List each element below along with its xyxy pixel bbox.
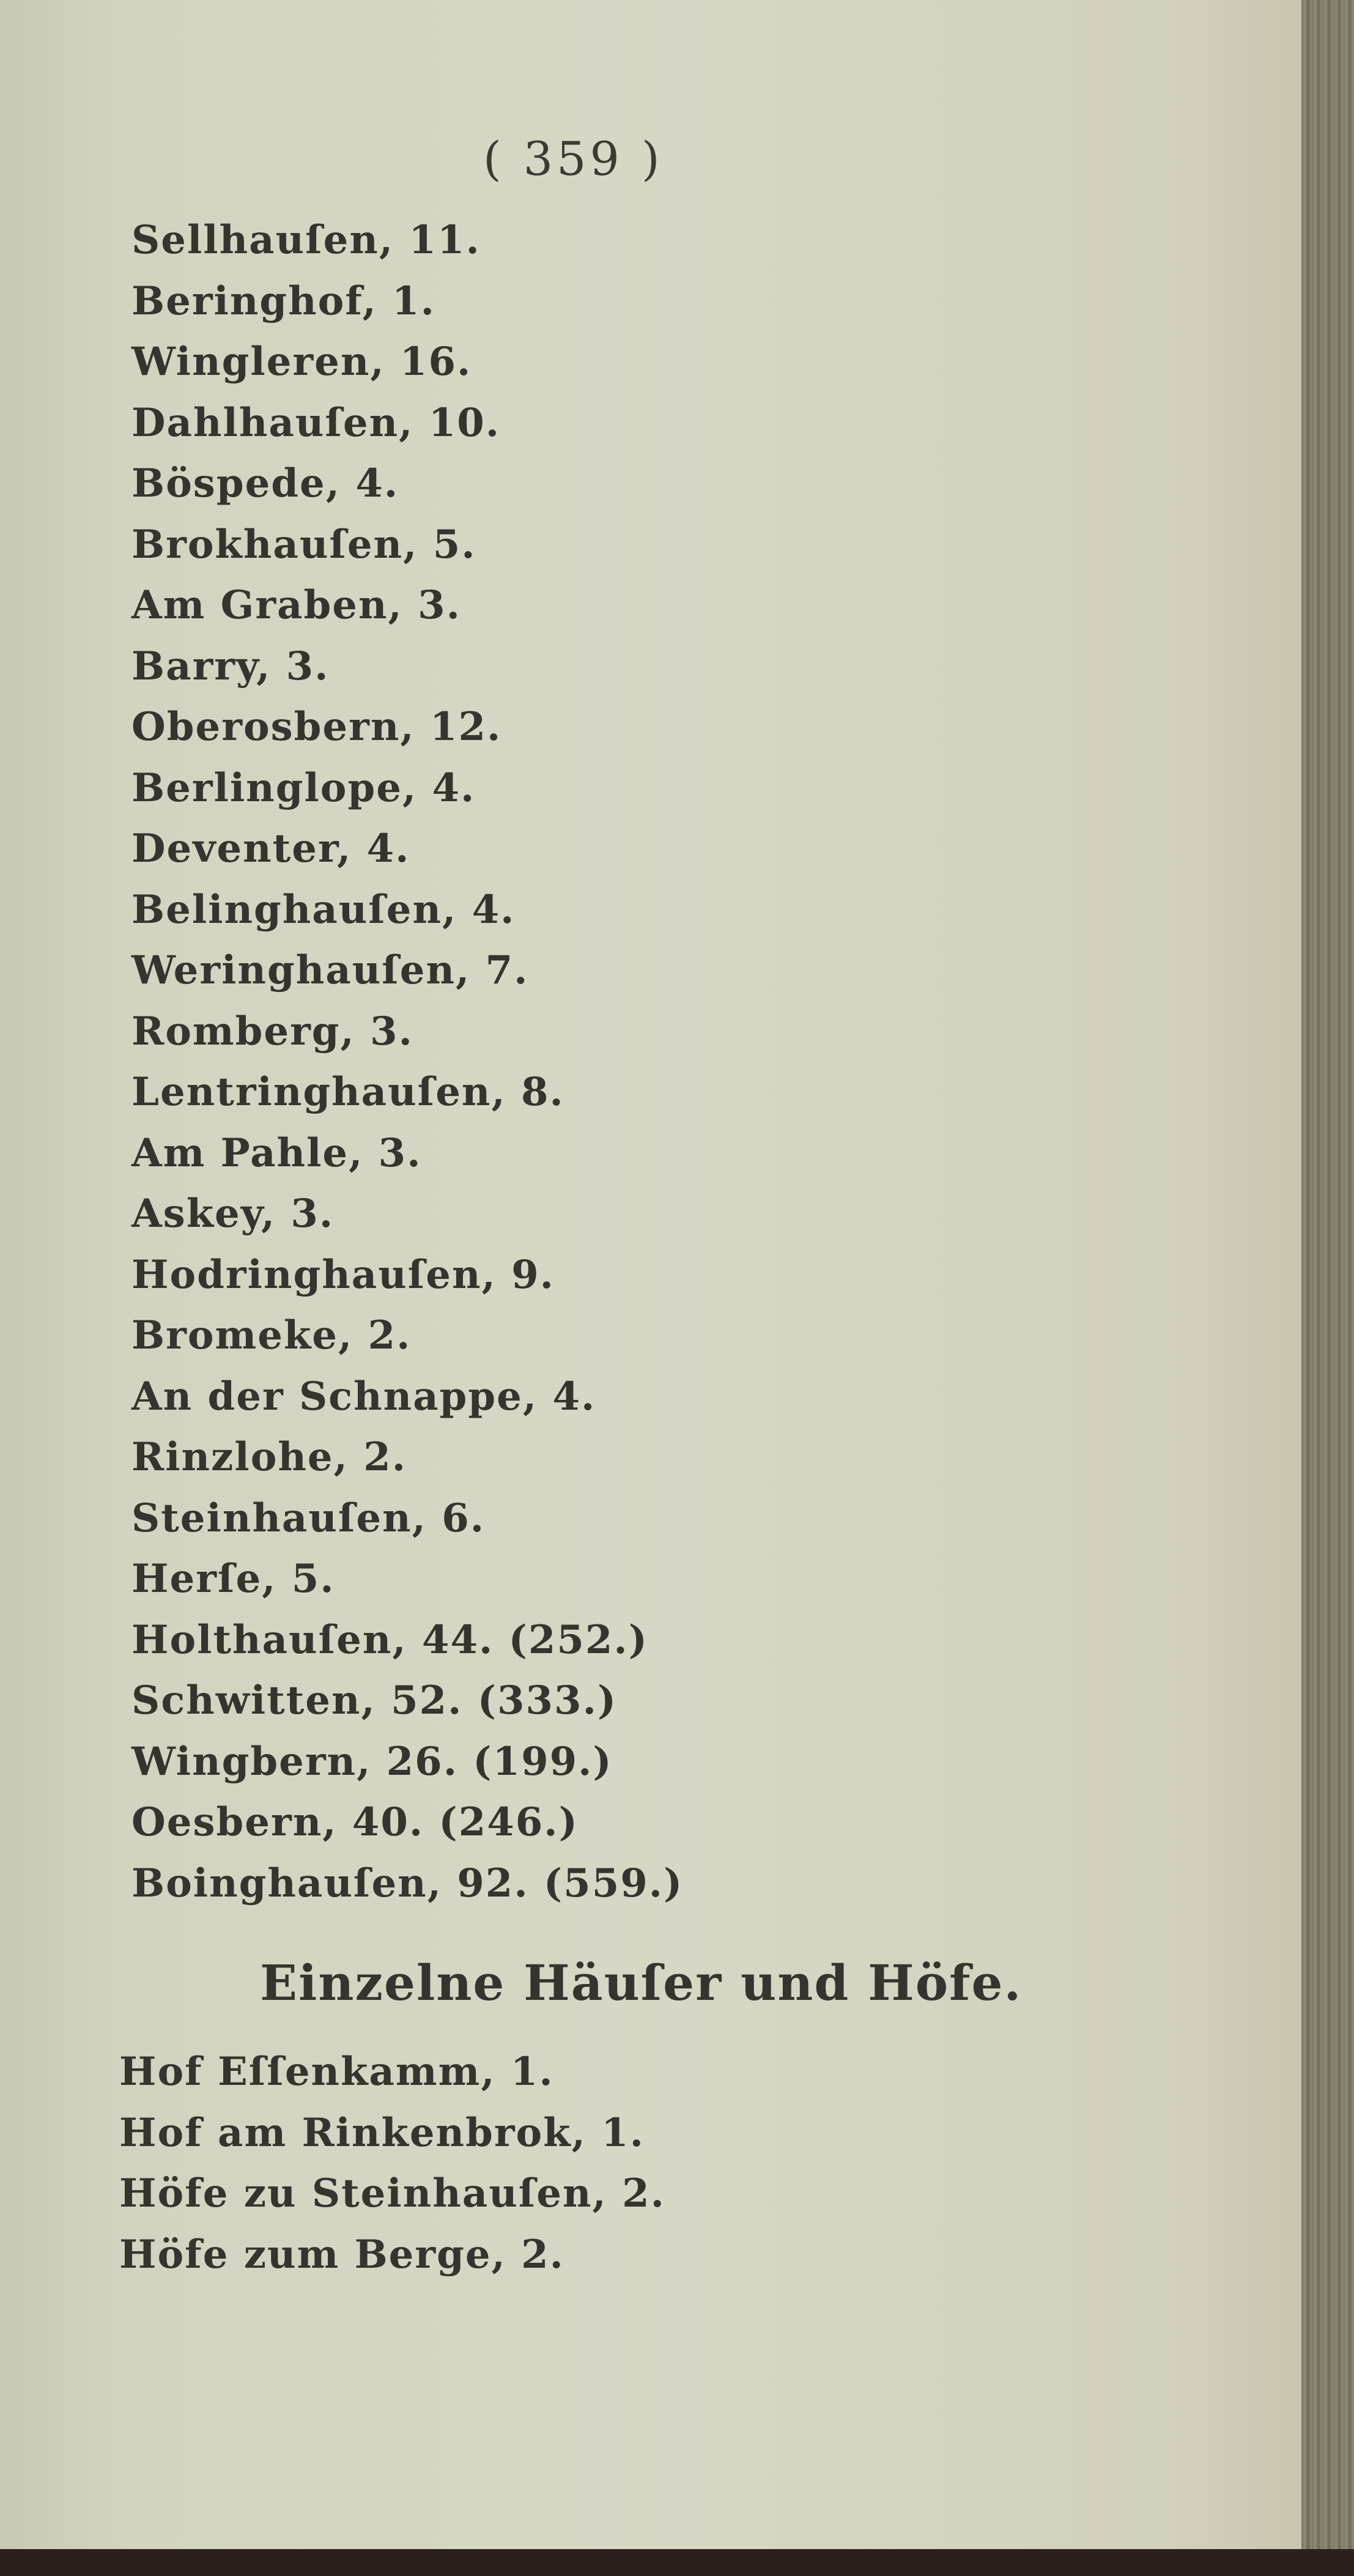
list-item: Oesbern, 40. (246.) bbox=[131, 1799, 579, 1845]
list-item: Böspede, 4. bbox=[131, 461, 399, 506]
list-item: Belinghauſen, 4. bbox=[131, 886, 516, 933]
list-item: An der Schnappe, 4. bbox=[131, 1373, 596, 1419]
list-item: Hof am Rinkenbrok, 1. bbox=[119, 2109, 645, 2156]
list-item: Romberg, 3. bbox=[131, 1008, 413, 1054]
scan-border bbox=[0, 2549, 1354, 2576]
list-item: Lentringhauſen, 8. bbox=[131, 1069, 564, 1115]
list-item: Herſe, 5. bbox=[131, 1556, 335, 1602]
list-item: Beringhof, 1. bbox=[131, 278, 435, 324]
list-item: Berlinglope, 4. bbox=[131, 764, 476, 811]
list-item: Holthauſen, 44. (252.) bbox=[131, 1616, 648, 1663]
list-item: Wingbern, 26. (199.) bbox=[131, 1738, 613, 1785]
list-item: Wingleren, 16. bbox=[131, 339, 472, 385]
list-item: Boinghauſen, 92. (559.) bbox=[131, 1860, 684, 1906]
list-item: Bromeke, 2. bbox=[131, 1312, 412, 1358]
list-item: Rinzlohe, 2. bbox=[131, 1434, 407, 1480]
list-item: Dahlhauſen, 10. bbox=[131, 399, 501, 446]
list-item: Weringhauſen, 7. bbox=[131, 947, 529, 993]
list-item: Hodringhauſen, 9. bbox=[131, 1251, 555, 1298]
list-item: Oberosbern, 12. bbox=[131, 704, 502, 750]
list-item: Schwitten, 52. (333.) bbox=[131, 1678, 618, 1723]
list-item: Am Pahle, 3. bbox=[131, 1130, 422, 1176]
list-item: Am Graben, 3. bbox=[131, 582, 461, 628]
list-item: Steinhauſen, 6. bbox=[131, 1495, 486, 1541]
list-item: Brokhauſen, 5. bbox=[131, 521, 476, 568]
page-number: ( 359 ) bbox=[483, 131, 664, 186]
list-item: Deventer, 4. bbox=[131, 826, 410, 872]
page-edge bbox=[1301, 0, 1354, 2549]
section-heading: Einzelne Häuſer und Höfe. bbox=[260, 1954, 1023, 2012]
list-item: Höfe zum Berge, 2. bbox=[119, 2231, 564, 2278]
list-item: Sellhauſen, 11. bbox=[131, 217, 481, 263]
list-item: Askey, 3. bbox=[131, 1191, 335, 1237]
list-item: Hof Eſſenkamm, 1. bbox=[119, 2049, 554, 2095]
list-item: Barry, 3. bbox=[131, 643, 330, 689]
list-item: Höfe zu Steinhauſen, 2. bbox=[119, 2171, 665, 2216]
